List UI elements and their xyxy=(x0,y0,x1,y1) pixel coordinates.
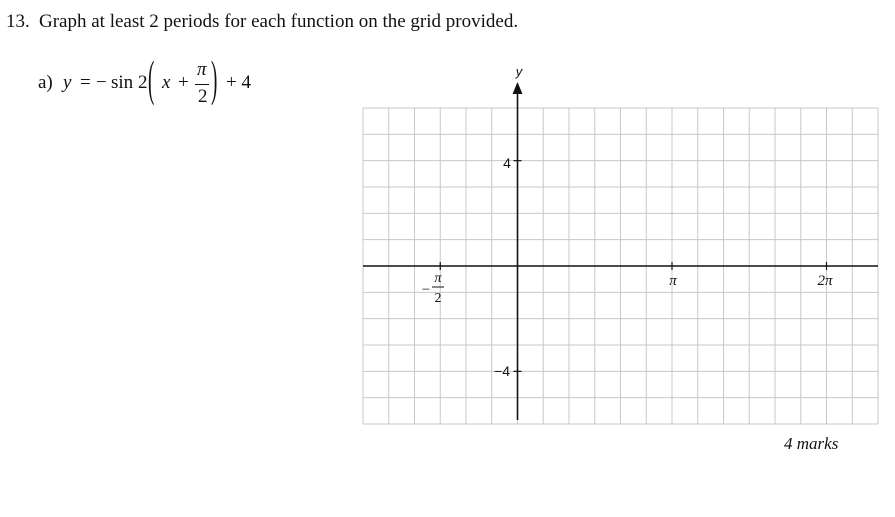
x-tick-label-2pi: 2π xyxy=(817,273,833,289)
eq-sin: sin xyxy=(111,72,134,93)
x-tick-label-pi: π xyxy=(669,273,677,289)
eq-pi: π xyxy=(197,59,207,80)
question-text: Graph at least 2 periods for each function on the grid provided. xyxy=(39,11,519,32)
eq-x: x xyxy=(162,72,171,93)
x-tick-label-neg-pi: π xyxy=(434,271,442,286)
y-axis-arrow xyxy=(513,82,523,94)
eq-shift: + 4 xyxy=(226,72,251,93)
marks-label: 4 marks xyxy=(784,434,839,453)
eq-open-paren: ( xyxy=(148,53,155,108)
eq-neg: − xyxy=(96,72,107,93)
x-tick-label-neg-sign: − xyxy=(421,282,431,298)
y-axis-label: y xyxy=(515,64,523,79)
part-a-label: a) xyxy=(38,72,53,93)
y-tick-label-4: 4 xyxy=(503,155,511,171)
eq-coef: 2 xyxy=(138,72,148,93)
eq-den: 2 xyxy=(198,86,208,107)
eq-equals: = xyxy=(80,72,91,93)
eq-y: y xyxy=(63,72,72,93)
eq-plus: + xyxy=(178,72,189,93)
eq-close-paren: ) xyxy=(211,53,218,108)
y-tick-label-neg4: −4 xyxy=(494,363,510,379)
question-number: 13. xyxy=(6,11,30,32)
x-tick-label-neg-den: 2 xyxy=(434,291,442,306)
